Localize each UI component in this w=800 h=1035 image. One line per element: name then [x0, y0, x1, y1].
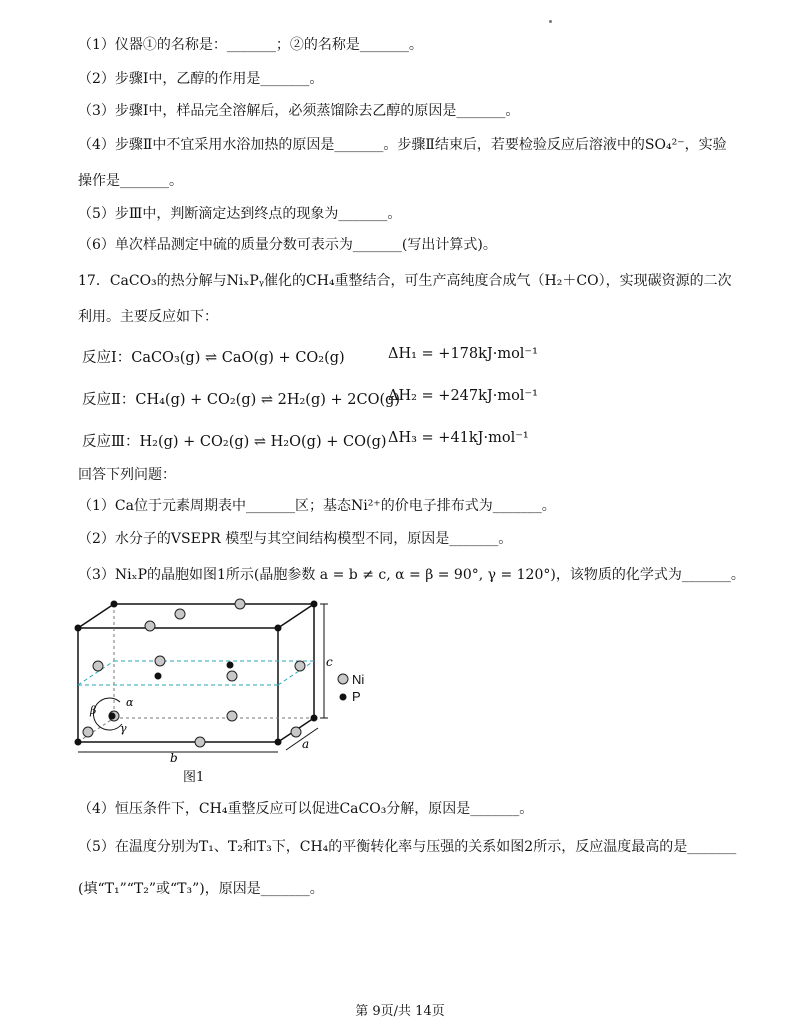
- legend-p-icon: [340, 694, 347, 701]
- reaction-2-equation: 反应Ⅱ：CH₄(g) + CO₂(g) ⇌ 2H₂(g) + 2CO(g): [82, 392, 401, 408]
- page-footer: 第 9页/共 14页: [355, 1004, 445, 1019]
- reaction-3-equation: 反应Ⅲ：H₂(g) + CO₂(g) ⇌ H₂O(g) + CO(g): [82, 434, 387, 450]
- legend-ni-icon: [338, 674, 348, 684]
- reaction-1-enthalpy: ΔH₁ = +178kJ·mol⁻¹: [388, 346, 538, 362]
- q16-6: （6）单次样品测定中硫的质量分数可表示为_______(写出计算式)。: [78, 237, 497, 253]
- q17-4: （4）恒压条件下，CH₄重整反应可以促进CaCO₃分解，原因是_______。: [78, 801, 534, 817]
- figure-caption: 图1: [183, 770, 205, 785]
- p-atoms: [109, 662, 234, 720]
- ni-atoms: [83, 599, 305, 747]
- legend-markers: [336, 672, 350, 706]
- legend-p-label: P: [352, 689, 361, 704]
- q17-intro-1: 17．CaCO₃的热分解与NiₓPᵧ催化的CH₄重整结合，可生产高纯度合成气（H₂＋CO），实现碳资源的二次: [78, 273, 732, 289]
- q17-5-cont: (填“T₁”“T₂”或“T₃”)，原因是_______。: [78, 881, 324, 897]
- q16-4: （4）步骤Ⅱ中不宜采用水浴加热的原因是_______。步骤Ⅱ结束后，若要检验反应后溶液中的SO₄²⁻，实验: [78, 137, 727, 153]
- answer-intro: 回答下列问题：: [78, 467, 176, 483]
- q17-intro-2: 利用。主要反应如下：: [78, 309, 218, 325]
- q16-3: （3）步骤Ⅰ中，样品完全溶解后，必须蒸馏除去乙醇的原因是_______。: [78, 103, 520, 119]
- axis-c-label: c: [326, 655, 333, 669]
- q17-1: （1）Ca位于元素周期表中_______区；基态Ni²⁺的价电子排布式为_______。: [78, 498, 556, 514]
- reaction-1-equation: 反应Ⅰ：CaCO₃(g) ⇌ CaO(g) + CO₂(g): [82, 350, 345, 366]
- angle-beta-label: β: [90, 704, 97, 717]
- reaction-2: [82, 388, 538, 409]
- angle-alpha-label: α: [126, 696, 134, 709]
- corner-atoms: [75, 601, 318, 746]
- legend-ni-label: Ni: [352, 672, 365, 687]
- reaction-1: [82, 346, 538, 367]
- reaction-3: [82, 430, 529, 451]
- reaction-2-enthalpy: ΔH₂ = +247kJ·mol⁻¹: [388, 388, 538, 404]
- axis-a-label: a: [302, 737, 310, 751]
- q16-5: （5）步Ⅲ中，判断滴定达到终点的现象为_______。: [78, 206, 402, 222]
- q16-1: （1）仪器①的名称是：_______；②的名称是_______。: [78, 37, 423, 53]
- axis-b-label: b: [170, 751, 178, 762]
- q17-3: （3）NiₓP的晶胞如图1所示(晶胞参数 a = b ≠ c, α = β = 90°, γ = 120°)，该物质的化学式为_______。: [78, 567, 745, 583]
- q17-5: （5）在温度分别为T₁、T₂和T₃下，CH₄的平衡转化率与压强的关系如图2所示，反应温度最高的是_______: [78, 839, 737, 855]
- unit-cell-figure: [60, 592, 350, 762]
- scan-speck: [549, 20, 552, 23]
- angle-gamma-label: γ: [120, 722, 127, 735]
- q16-4-cont: 操作是_______。: [78, 173, 183, 189]
- q17-2: （2）水分子的VSEPR 模型与其空间结构模型不同，原因是_______。: [78, 531, 513, 547]
- reaction-3-enthalpy: ΔH₃ = +41kJ·mol⁻¹: [388, 430, 529, 446]
- q16-2: （2）步骤Ⅰ中，乙醇的作用是_______。: [78, 71, 324, 87]
